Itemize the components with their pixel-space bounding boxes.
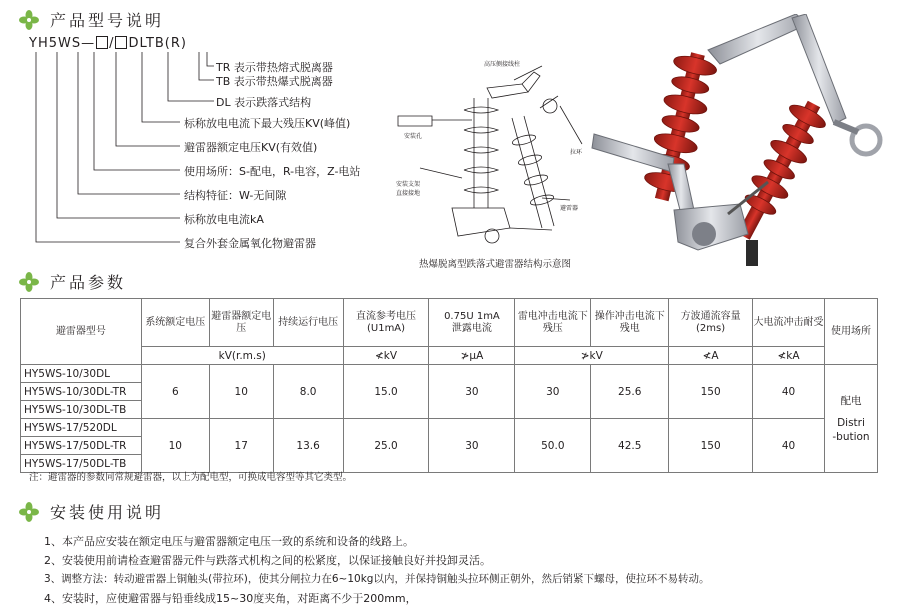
table-row — [21, 365, 878, 383]
diagram-label-hv-terminal: 高压侧接线柱 — [484, 61, 521, 68]
unit-leakage: ≯μA — [429, 347, 515, 365]
model-cell: HY5WS-10/30DL-TB — [21, 401, 142, 419]
install-line-3: 3、调整方法：转动避雷器上铜触头(带拉环)，使其分闸拉力在6~10kg以内，并保持铜触头拉环侧正朝外，然后销紧下螺母，使拉环不易转动。 — [44, 573, 710, 585]
section-model-header — [18, 8, 164, 31]
install-line-2: 2、安装使用前请检查避雷器元件与跌落式机构之间的松紧度，以保证接触良好并投卸灵活。 — [44, 554, 491, 567]
legend-tb: TB 表示带热爆式脱离器 — [216, 75, 333, 88]
model-code-prefix: YH5WS — [29, 36, 82, 51]
value-cell: 6 — [141, 365, 209, 419]
section-install-title: 安装使用说明 — [50, 503, 165, 522]
structure-diagram — [392, 58, 592, 254]
section-install-header — [18, 500, 164, 523]
diagram-label-mount-hole: 安装孔 — [404, 133, 423, 140]
legend-tr: TR 表示带热熔式脱离器 — [216, 61, 333, 74]
legend-residual-voltage: 标称放电电流下最大残压KV(峰值) — [184, 117, 351, 130]
usage-cell — [824, 365, 877, 473]
header-dc-reference: 直流参考电压 (U1mA) — [343, 299, 429, 347]
value-cell: 17 — [209, 419, 273, 473]
diagram-label-ground: 直接接地 — [396, 190, 421, 197]
value-cell: 10 — [209, 365, 273, 419]
value-cell: 15.0 — [343, 365, 429, 419]
value-cell: 13.6 — [273, 419, 343, 473]
diagram-caption: 热爆脱离型跌落式避雷器结构示意图 — [419, 259, 572, 270]
parameter-table — [20, 298, 878, 473]
header-switching-residual: 操作冲击电流下残电 — [591, 299, 669, 347]
value-cell: 150 — [669, 365, 753, 419]
section-params-title: 产品参数 — [50, 273, 127, 292]
legend-usage: 使用场所：S-配电，R-电容，Z-电站 — [184, 165, 361, 178]
value-cell: 40 — [753, 419, 825, 473]
value-cell: 25.6 — [591, 365, 669, 419]
diagram-label-arrester: 避雷器 — [560, 205, 579, 212]
clover-leaf-icon — [18, 501, 40, 523]
header-leakage: 0.75U 1mA 泄露电流 — [429, 299, 515, 347]
table-row — [21, 419, 878, 437]
model-code-suffix: DLTB(R) — [128, 36, 187, 51]
value-cell: 42.5 — [591, 419, 669, 473]
usage-cn: 配电 — [840, 394, 862, 407]
usage-en-1: Distri — [837, 416, 865, 429]
legend-discharge-current: 标称放电电流kA — [184, 213, 264, 226]
model-code-slash: / — [109, 36, 115, 51]
unit-residual: ≯kV — [515, 347, 669, 365]
clover-leaf-icon — [18, 271, 40, 293]
header-high-current: 大电流冲击耐受 — [753, 299, 825, 347]
table-header-row — [21, 299, 878, 347]
model-code-box-1 — [96, 36, 108, 49]
install-line-4: 4、安装时，应使避雷器与铅垂线成15~30度夹角，对距离不少于200mm， — [44, 592, 417, 605]
model-cell: HY5WS-10/30DL — [21, 365, 142, 383]
model-code — [29, 36, 187, 51]
diagram-label-pull-ring: 拉环 — [570, 149, 583, 156]
model-cell: HY5WS-17/50DL-TR — [21, 437, 142, 455]
install-line-1: 1、本产品应安装在额定电压与避雷器额定电压一致的系统和设备的线路上。 — [44, 535, 414, 548]
clover-leaf-icon — [18, 9, 40, 31]
table-note: 注：避雷器的参数同常规避雷器，以上为配电型，可换成电容型等其它类型。 — [29, 472, 353, 483]
header-continuous-voltage: 持续运行电压 — [273, 299, 343, 347]
value-cell: 30 — [429, 365, 515, 419]
legend-structure: 结构特征：W-无间隙 — [184, 189, 287, 202]
header-rated-voltage: 避雷器额定电压 — [209, 299, 273, 347]
model-code-box-2 — [115, 36, 127, 49]
unit-square-wave: ≮A — [669, 347, 753, 365]
value-cell: 40 — [753, 365, 825, 419]
legend-dl: DL 表示跌落式结构 — [216, 96, 312, 109]
unit-high-current: ≮kA — [753, 347, 825, 365]
value-cell: 30 — [515, 365, 591, 419]
value-cell: 25.0 — [343, 419, 429, 473]
value-cell: 8.0 — [273, 365, 343, 419]
section-params-header — [18, 270, 126, 293]
header-usage: 使用场所 — [824, 299, 877, 365]
value-cell: 50.0 — [515, 419, 591, 473]
usage-en-2: -bution — [832, 430, 870, 443]
value-cell: 150 — [669, 419, 753, 473]
header-lightning-residual: 雷电冲击电流下残压 — [515, 299, 591, 347]
model-code-separator: — — [81, 36, 96, 51]
diagram-label-bracket: 安装支架 — [396, 181, 421, 188]
model-cell: HY5WS-17/520DL — [21, 419, 142, 437]
model-cell: HY5WS-10/30DL-TR — [21, 383, 142, 401]
unit-kv-rms: kV(r.m.s) — [141, 347, 343, 365]
legend-composite: 复合外套金属氧化物避雷器 — [184, 237, 316, 250]
value-cell: 10 — [141, 419, 209, 473]
value-cell: 30 — [429, 419, 515, 473]
section-model-title: 产品型号说明 — [50, 11, 165, 30]
legend-rated-voltage: 避雷器额定电压KV(有效值) — [184, 141, 318, 154]
header-model: 避雷器型号 — [21, 299, 142, 365]
model-cell: HY5WS-17/50DL-TB — [21, 455, 142, 473]
unit-dc-ref: ≮kV — [343, 347, 429, 365]
product-photo — [588, 14, 898, 270]
header-square-wave: 方波通流容量(2ms) — [669, 299, 753, 347]
table-unit-row — [21, 347, 878, 365]
header-system-voltage: 系统额定电压 — [141, 299, 209, 347]
